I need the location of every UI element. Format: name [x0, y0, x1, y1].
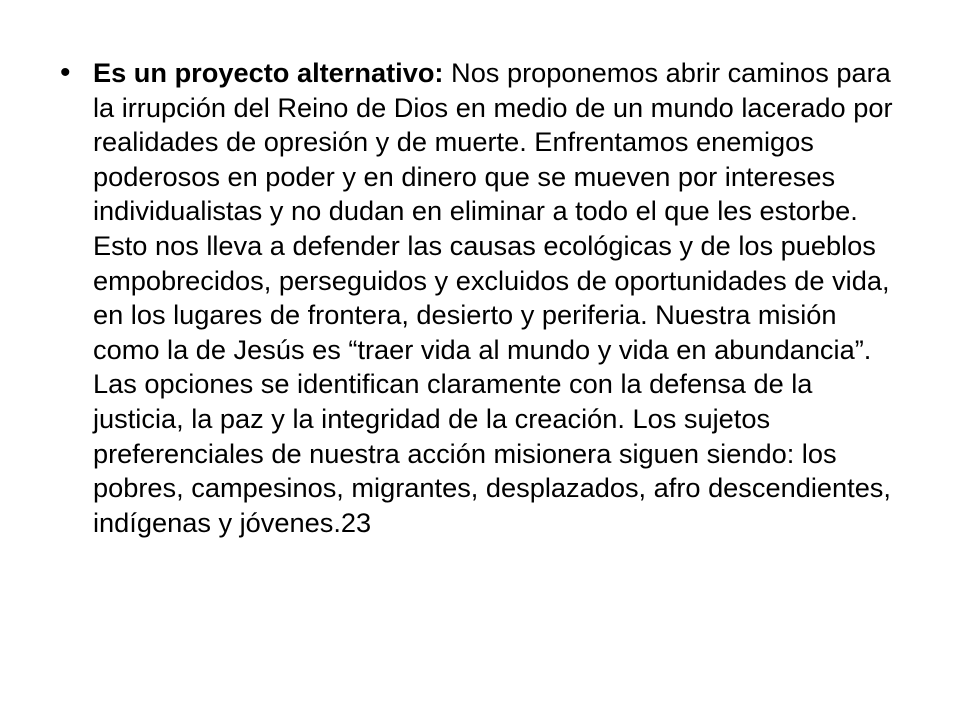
bullet-body-text: Nos proponemos abrir caminos para la irrupción del Reino de Dios en medio de un mundo lacerado por realidades de opresión y de muerte. Enfrentamos enemigos poderosos en poder y en dinero que se mueven por intereses individualistas y no dudan en eliminar a todo el que les estorbe. Esto nos lleva a defender las causas ecológicas y de los pueblos empobrecidos, perseguidos y excluidos de oportunidades de vida, en los lugares de frontera, desierto y periferia. Nuestra misión como la de Jesús es “traer vida al mundo y vida en abundancia”. Las opciones se identifican claramente con la defensa de la justicia, la paz y la integridad de la creación. Los sujetos preferenciales de nuestra acción misionera siguen siendo: los pobres, campesinos, migrantes, desplazados, afro descendientes, indígenas y jóvenes.23: [93, 57, 893, 538]
bullet-icon: •: [60, 56, 71, 89]
bullet-lead-text: Es un proyecto alternativo:: [93, 57, 444, 88]
bullet-text: [93, 56, 898, 540]
bullet-item: [60, 56, 900, 540]
